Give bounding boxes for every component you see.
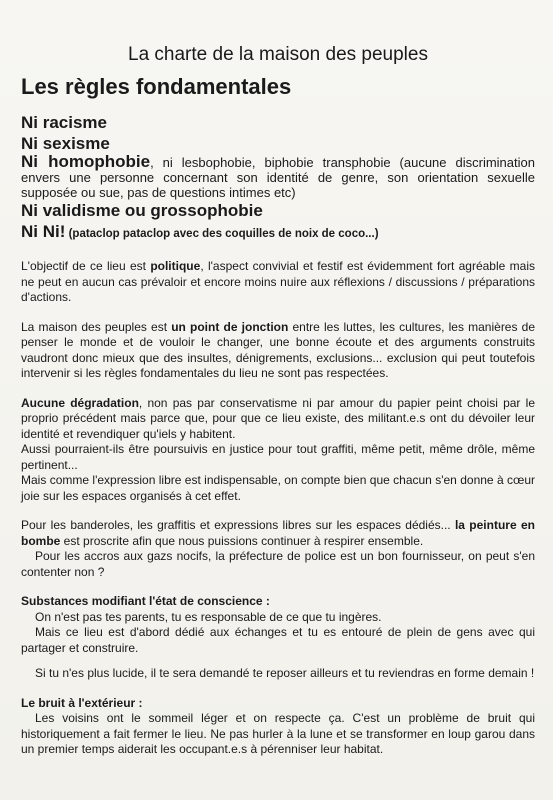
p4-text-a: Pour les banderoles, les graffitis et expressions libres sur les espaces dédiés... (21, 518, 455, 532)
p2-bold: un point de jonction (171, 319, 289, 334)
paragraph-degradation-line3: Mais comme l'expression libre est indispensable, on compte bien que chacun s'en donne à cœur joie sur les espaces organisés à cet effet. (21, 473, 535, 503)
rule-ni-ni-label: Ni Ni! (21, 222, 66, 241)
subheading-substances: Substances modifiant l'état de conscience : (21, 594, 270, 608)
paragraph-jonction (21, 320, 535, 382)
rule-ni-ni (21, 221, 535, 245)
paragraph-degradation (21, 396, 535, 443)
substances-line3: Si tu n'es plus lucide, il te sera demandé te reposer ailleurs et tu reviendras en forme demain ! (35, 666, 535, 680)
p1-text-a: L'objectif de ce lieu est (21, 259, 151, 273)
section-heading: Les règles fondamentales (21, 74, 292, 99)
rule-ni-ni-detail: (pataclop pataclop avec des coquilles de noix de coco...) (65, 228, 379, 240)
document-title: La charte de la maison des peuples (128, 44, 428, 65)
substances-line2: Mais ce lieu est d'abord dédié aux échanges et tu es entouré de plein de gens avec qui partager et construire. (21, 625, 535, 655)
p4-bold: la peinture en bombe (21, 518, 535, 548)
rule-ni-homophobie (21, 154, 535, 200)
p4-text-c: est proscrite afin que nous puissions continuer à respirer ensemble. (60, 533, 424, 548)
paragraph-degradation-line2: Aussi pourraient-ils être poursuivis en justice pour tout graffiti, même petit, même drôle, même pertinent... (21, 442, 535, 472)
rule-ni-validisme: Ni validisme ou grossophobie (21, 201, 263, 220)
paragraph-bombe (21, 518, 535, 549)
subheading-bruit: Le bruit à l'extérieur : (21, 695, 143, 710)
rule-ni-racisme: Ni racisme (21, 113, 107, 132)
p1-text-c: , l'aspect convivial et festif est évidemment fort agréable mais ne peut en aucun cas prévaloir et encore moins nuire aux réflexions / discussions / préparations d'actions. (21, 259, 535, 304)
substances-line1: On n'est pas tes parents, tu es responsable de ce que tu ingères. (35, 609, 382, 624)
p2-text-c: entre les luttes, les cultures, les manières de penser le monde et de vouloir le changer, une bonne écoute et des arguments construits vaudront donc mieux que des insultes, dénigrements, exclusions... exclusion qui peut toutefois intervenir si les règles fondamentales du lieu ne sont pas respectées. (21, 319, 535, 380)
paragraph-bombe-line2: Pour les accros aux gazs nocifs, la préfecture de police est un bon fournisseur, on peut s'en contenter non ? (21, 549, 535, 579)
p3-text-b: , non pas par conservatisme ni par amour du papier peint choisi par le proprio précédent mais parce que, pour que ce lieu existe, des militant.e.s ont du dévoiler leur identité et revendiquer qu'iels y habitent. (21, 395, 535, 441)
rule-ni-homophobie-detail: , ni lesbophobie, biphobie transphobie (aucune discrimination envers une personne concernant son identité de genre, son orientation sexuelle supposée ou sue, pas de questions intimes etc) (21, 155, 535, 200)
p3-bold: Aucune dégradation (21, 395, 139, 410)
p1-bold: politique (150, 259, 201, 273)
paragraph-objectif (21, 259, 535, 306)
bruit-line1: Les voisins ont le sommeil léger et on respecte ça. C'est un problème de bruit qui historiquement a fait fermer le lieu. Ne pas hurler à la lune et se transformer en loup garou dans un premier temps aiderait les occupant.e.s à pérenniser leur habitat. (21, 711, 535, 756)
p2-text-a: La maison des peuples est (21, 319, 172, 334)
rule-ni-sexisme: Ni sexisme (21, 134, 110, 153)
rule-ni-homophobie-label: Ni homophobie (21, 152, 151, 171)
